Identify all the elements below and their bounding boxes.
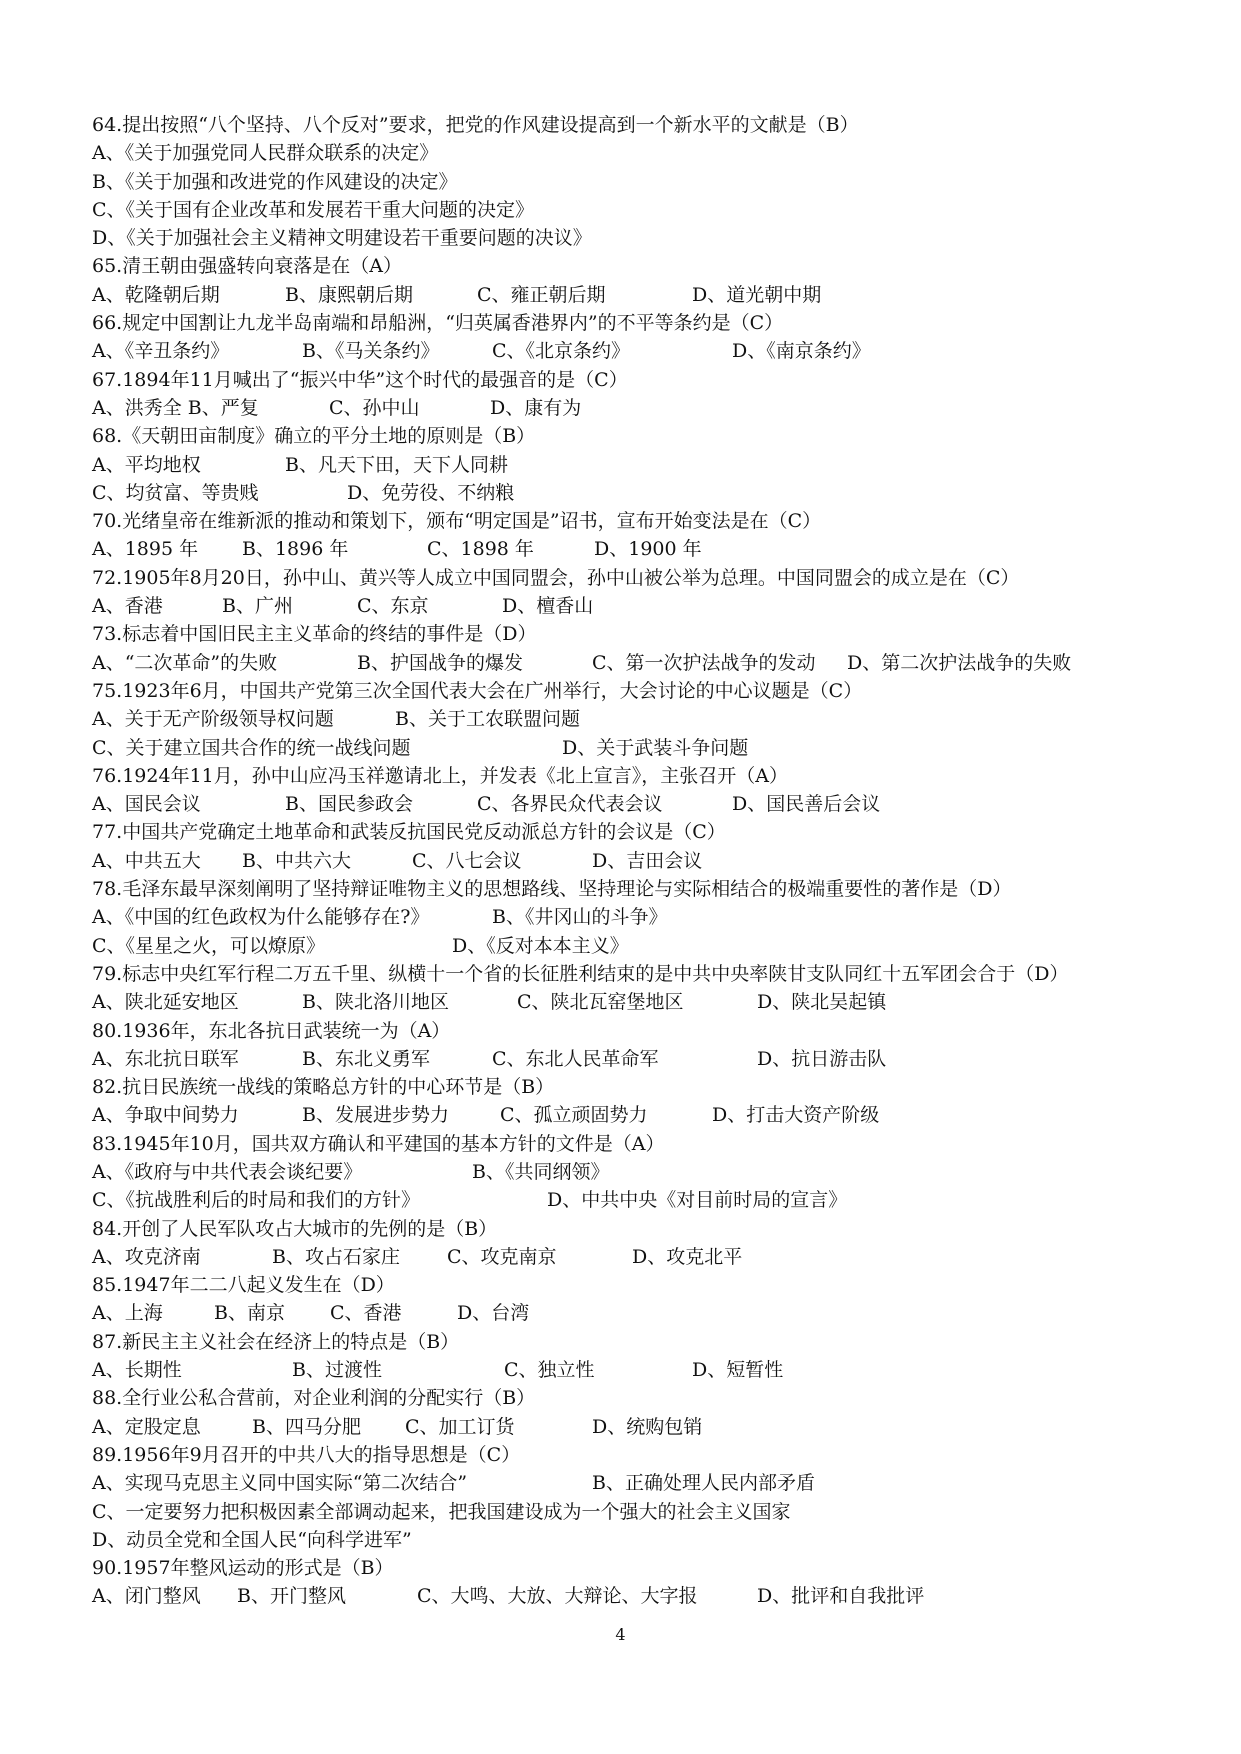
option-item: B、关于工农联盟问题	[395, 708, 580, 731]
options-line	[92, 847, 1212, 875]
option-item: A、“二次革命”的失败	[92, 651, 278, 674]
options-line	[92, 1101, 1212, 1129]
question-line: 66.规定中国割让九龙半岛南端和昂船洲，“归英属香港界内”的不平等条约是（C）	[92, 312, 784, 335]
option-item: C、孙中山	[329, 396, 420, 419]
option-item: C、东北人民革命军	[492, 1047, 659, 1070]
question-line: 82.抗日民族统一战线的策略总方针的中心环节是（B）	[92, 1076, 555, 1099]
options-line	[92, 1498, 1212, 1526]
option-item: C、《北京条约》	[492, 340, 631, 363]
question-line: 68.《天朝田亩制度》确立的平分土地的原则是（B）	[92, 425, 536, 448]
option-item: A、《政府与中共代表会谈纪要》	[92, 1160, 363, 1183]
option-item: D、短暂性	[692, 1359, 784, 1382]
option-item: A、《中国的红色政权为什么能够存在?》	[92, 906, 430, 929]
options-line	[92, 1582, 1212, 1610]
option-item: C、孤立顽固势力	[500, 1104, 648, 1127]
question-line: 67.1894年11月喊出了“振兴中华”这个时代的最强音的是（C）	[92, 368, 628, 391]
option-item: D、打击大资产阶级	[712, 1104, 880, 1127]
option-item: C、加工订货	[405, 1415, 515, 1438]
options-line	[92, 649, 1212, 677]
option-item: B、东北义勇军	[302, 1047, 430, 1070]
option-item: C、各界民众代表会议	[477, 793, 663, 816]
question-line: 76.1924年11月，孙中山应冯玉祥邀请北上，并发表《北上宣言》，主张召开（A）	[92, 764, 788, 787]
question-line: 88.全行业公私合营前，对企业利润的分配实行（B）	[92, 1387, 536, 1410]
option-item: B、广州	[222, 595, 293, 618]
page-number: 4	[615, 1625, 626, 1644]
option-item: C、关于建立国共合作的统一战线问题	[92, 736, 411, 759]
option-item: D、统购包销	[592, 1415, 703, 1438]
options-line	[92, 394, 1212, 422]
option-item: B、过渡性	[292, 1359, 382, 1382]
option-item: B、护国战争的爆发	[357, 651, 523, 674]
option-item: D、国民善后会议	[732, 793, 881, 816]
option-item: C、《星星之火，可以燎原》	[92, 934, 326, 957]
option-item: A、平均地权	[92, 453, 201, 476]
question-list	[92, 111, 1212, 1611]
options-line	[92, 1243, 1212, 1271]
option-item: C、均贫富、等贵贱	[92, 481, 259, 504]
option-item: D、《南京条约》	[732, 340, 871, 363]
options-line	[92, 932, 1212, 960]
option-item: B、《马关条约》	[302, 340, 440, 363]
option-item: D、《反对本本主义》	[452, 934, 629, 957]
option-item: B、南京	[214, 1302, 285, 1325]
option-item: D、道光朝中期	[692, 283, 822, 306]
option-item: A、争取中间势力	[92, 1104, 239, 1127]
option-item: A、乾隆朝后期	[92, 283, 220, 306]
options-line	[92, 592, 1212, 620]
option-item: D、抗日游击队	[757, 1047, 887, 1070]
options-line	[92, 281, 1212, 309]
option-item: C、陕北瓦窑堡地区	[517, 991, 684, 1014]
option-item: B、陕北洛川地区	[302, 991, 449, 1014]
option-item: C、东京	[357, 595, 429, 618]
option-item: A、香港	[92, 595, 163, 618]
option-item: C、《关于国有企业改革和发展若干重大问题的决定》	[92, 198, 535, 221]
options-line	[92, 535, 1212, 563]
options-line	[92, 1469, 1212, 1497]
option-item: B、发展进步势力	[302, 1104, 449, 1127]
options-line	[92, 903, 1212, 931]
options-line	[92, 1045, 1212, 1073]
option-item: C、香港	[330, 1302, 402, 1325]
question-line: 90.1957年整风运动的形式是（B）	[92, 1557, 394, 1580]
option-item: B、四马分肥	[252, 1415, 361, 1438]
option-item: C、第一次护法战争的发动	[592, 651, 816, 674]
option-item: D、动员全党和全国人民“向科学进军”	[92, 1528, 412, 1551]
option-item: C、独立性	[504, 1359, 595, 1382]
option-item: C、攻克南京	[447, 1245, 557, 1268]
option-item: D、《关于加强社会主义精神文明建设若干重要问题的决议》	[92, 227, 592, 250]
option-item: A、陕北延安地区	[92, 991, 239, 1014]
option-item: B、国民参政会	[285, 793, 413, 816]
question-line: 75.1923年6月，中国共产党第三次全国代表大会在广州举行，大会讨论的中心议题是（C）	[92, 679, 863, 702]
option-item: A、长期性	[92, 1359, 182, 1382]
option-item: C、八七会议	[412, 849, 522, 872]
option-item: B、正确处理人民内部矛盾	[592, 1472, 815, 1495]
option-item: D、免劳役、不纳粮	[347, 481, 515, 504]
option-item: A、国民会议	[92, 793, 201, 816]
question-line: 80.1936年，东北各抗日武装统一为（A）	[92, 1019, 451, 1042]
question-line: 72.1905年8月20日，孙中山、黄兴等人成立中国同盟会，孙中山被公举为总理。中国同盟会的成立是在（C）	[92, 566, 1020, 589]
option-item: A、上海	[92, 1302, 163, 1325]
option-item: D、台湾	[457, 1302, 530, 1325]
options-line	[92, 1158, 1212, 1186]
question-line: 83.1945年10月，国共双方确认和平建国的基本方针的文件是（A）	[92, 1132, 665, 1155]
option-item: B、康熙朝后期	[285, 283, 413, 306]
options-line	[92, 705, 1212, 733]
option-item: D、陕北吴起镇	[757, 991, 887, 1014]
option-item: A、关于无产阶级领导权问题	[92, 708, 334, 731]
question-line: 64.提出按照“八个坚持、八个反对”要求，把党的作风建设提高到一个新水平的文献是（B）	[92, 114, 859, 136]
option-item: A、中共五大	[92, 849, 201, 872]
option-item: D、吉田会议	[592, 849, 703, 872]
options-line	[92, 1186, 1212, 1214]
option-item: B、中共六大	[242, 849, 351, 872]
option-item: A、《关于加强党同人民群众联系的决定》	[92, 142, 439, 165]
option-item: A、洪秀全 B、严复	[92, 396, 259, 419]
question-line: 65.清王朝由强盛转向衰落是在（A）	[92, 255, 402, 278]
option-item: B、1896 年	[242, 538, 349, 561]
option-item: C、大鸣、大放、大辩论、大字报	[417, 1585, 698, 1608]
question-line: 89.1956年9月召开的中共八大的指导思想是（C）	[92, 1443, 521, 1466]
option-item: A、定股定息	[92, 1415, 201, 1438]
options-line	[92, 988, 1212, 1016]
options-line	[92, 1526, 1212, 1554]
option-item: A、攻克济南	[92, 1245, 201, 1268]
option-item: A、实现马克思主义同中国实际“第二次结合”	[92, 1472, 468, 1495]
option-item: D、攻克北平	[632, 1245, 743, 1268]
question-line: 78.毛泽东最早深刻阐明了坚持辩证唯物主义的思想路线、坚持理论与实际相结合的极端重要性的著作是（D）	[92, 878, 1012, 901]
option-item: D、第二次护法战争的失败	[847, 651, 1072, 674]
option-item: B、攻占石家庄	[272, 1245, 400, 1268]
options-line	[92, 337, 1212, 365]
options-line	[92, 451, 1212, 479]
question-line: 79.标志中央红军行程二万五千里、纵横十一个省的长征胜利结束的是中共中央率陕甘支队同红十五军团会合于（D）	[92, 962, 1069, 985]
option-item: C、一定要努力把积极因素全部调动起来，把我国建设成为一个强大的社会主义国家	[92, 1500, 791, 1523]
options-line	[92, 479, 1212, 507]
option-item: A、《辛丑条约》	[92, 340, 230, 363]
option-item: A、1895 年	[92, 538, 199, 561]
question-line: 84.开创了人民军队攻占大城市的先例的是（B）	[92, 1217, 498, 1240]
option-item: B、《关于加强和改进党的作风建设的决定》	[92, 170, 458, 193]
option-item: C、《抗战胜利后的时局和我们的方针》	[92, 1189, 421, 1212]
options-line	[92, 196, 1212, 224]
option-item: B、凡天下田，天下人同耕	[285, 453, 508, 476]
option-item: D、康有为	[490, 396, 582, 419]
option-item: D、关于武装斗争问题	[562, 736, 749, 759]
question-line: 87.新民主主义社会在经济上的特点是（B）	[92, 1330, 460, 1353]
question-line: 73.标志着中国旧民主主义革命的终结的事件是（D）	[92, 623, 537, 646]
question-line: 77.中国共产党确定土地革命和武装反抗国民党反动派总方针的会议是（C）	[92, 821, 726, 844]
option-item: B、开门整风	[237, 1585, 346, 1608]
options-line	[92, 1356, 1212, 1384]
options-line	[92, 1299, 1212, 1327]
options-line	[92, 168, 1212, 196]
option-item: D、中共中央《对目前时局的宣言》	[547, 1189, 848, 1212]
options-line	[92, 790, 1212, 818]
option-item: B、《共同纲领》	[472, 1160, 610, 1183]
options-line	[92, 1413, 1212, 1441]
options-line	[92, 139, 1212, 167]
option-item: D、批评和自我批评	[757, 1585, 925, 1608]
options-line	[92, 734, 1212, 762]
option-item: B、《井冈山的斗争》	[492, 906, 668, 929]
question-line: 85.1947年二二八起义发生在（D）	[92, 1274, 395, 1297]
question-line: 70.光绪皇帝在维新派的推动和策划下，颁布“明定国是”诏书，宣布开始变法是在（C）	[92, 510, 822, 533]
option-item: A、闭门整风	[92, 1585, 201, 1608]
option-item: C、雍正朝后期	[477, 283, 606, 306]
option-item: D、檀香山	[502, 595, 594, 618]
option-item: C、1898 年	[427, 538, 534, 561]
option-item: D、1900 年	[594, 538, 702, 561]
option-item: A、东北抗日联军	[92, 1047, 239, 1070]
options-line	[92, 224, 1212, 252]
